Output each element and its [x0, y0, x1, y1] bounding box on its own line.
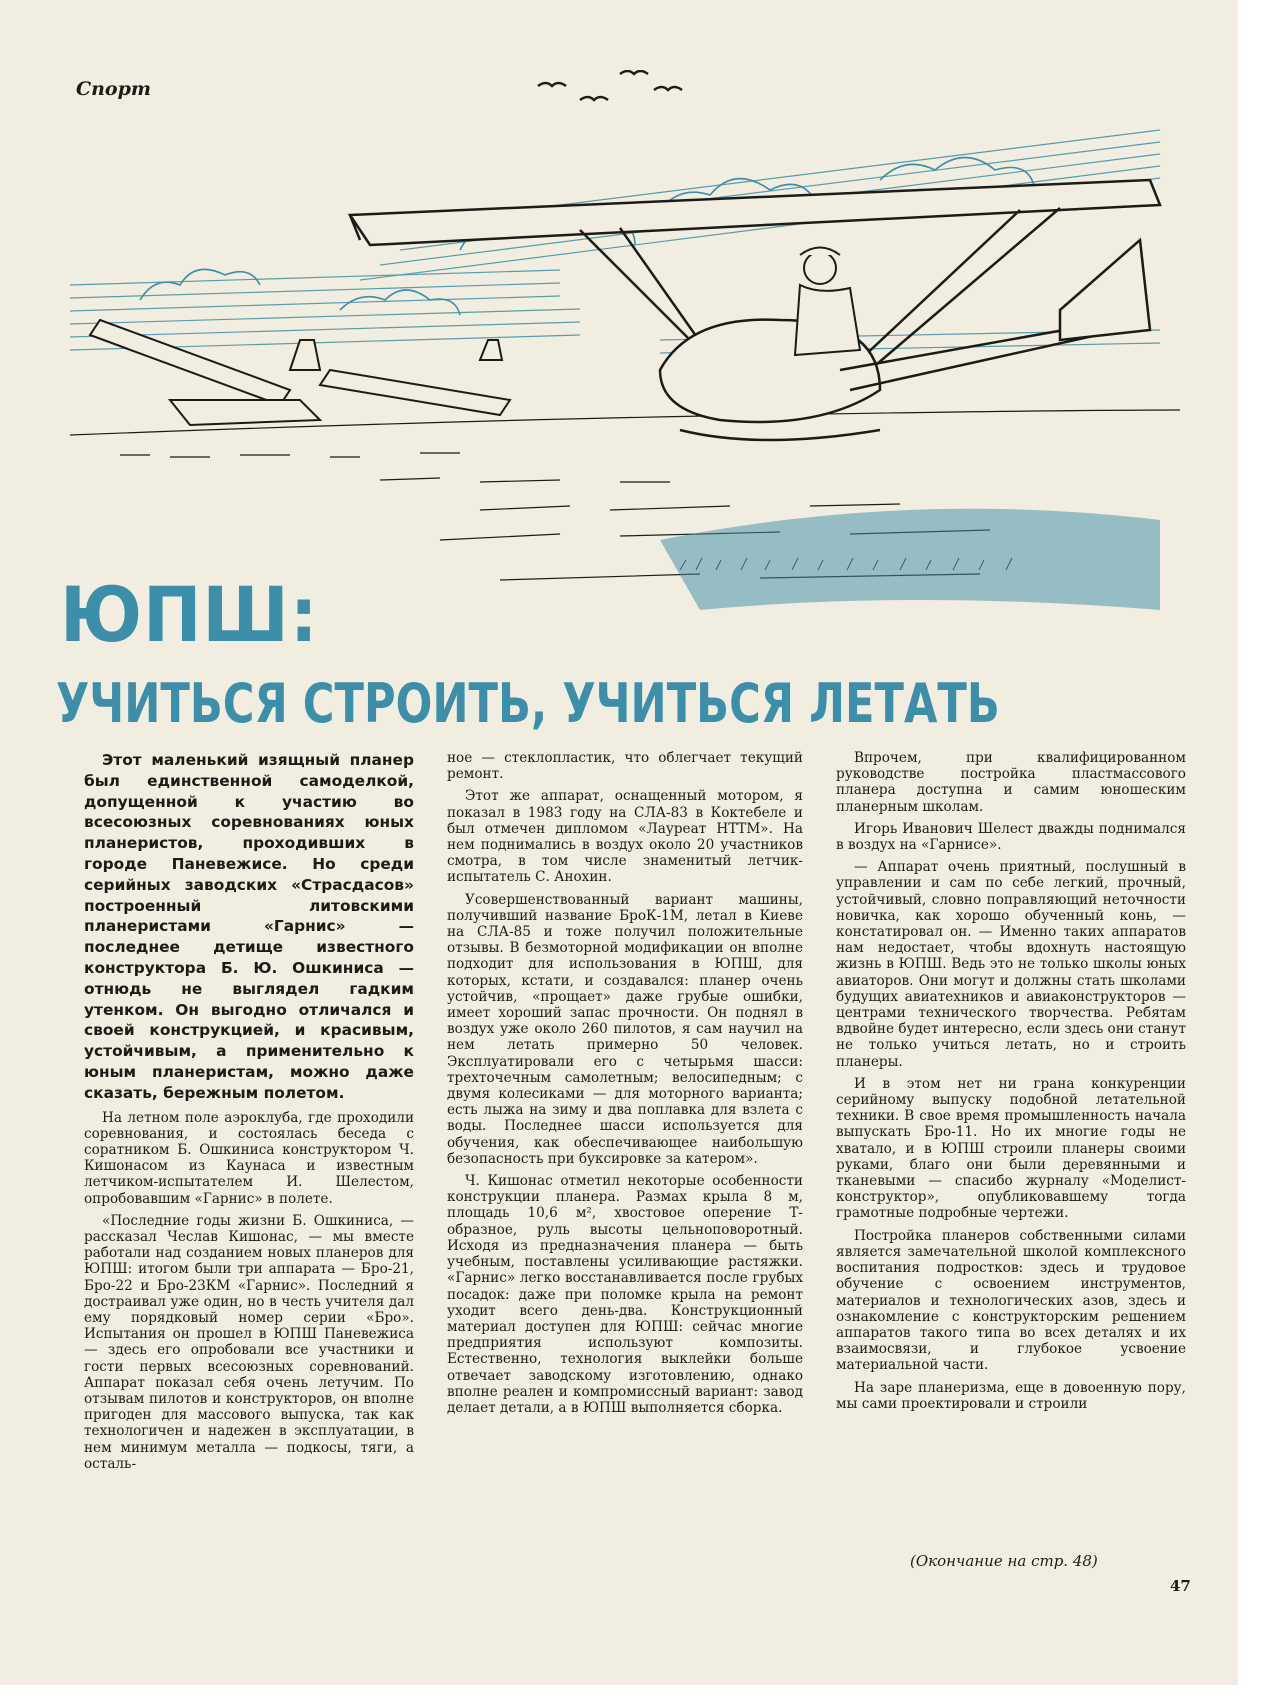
article-column-1: [84, 750, 414, 1478]
paragraph: ное — стеклопластик, что облегчает текущий ремонт.: [447, 750, 803, 783]
subheadline: УЧИТЬСЯ СТРОИТЬ, УЧИТЬСЯ ЛЕТАТЬ: [56, 672, 1000, 735]
section-label: Спорт: [76, 78, 151, 100]
birds: [538, 71, 682, 100]
paragraph: Постройка планеров собственными силами является замечательной школой комплексного воспитания подростков: здесь и трудовое обучение с освоением инструментов, материалов и технологических азов, здесь и ознакомление с конструкторским решением аппаратов такого типа во всех деталях и их взаимосвязи, и глубокое усвоение материальной части.: [836, 1227, 1186, 1374]
scan-margin-bottom: [0, 1685, 1274, 1699]
paragraph: Впрочем, при квалифицированном руководстве постройка пластмассового планера доступна и самим юношеским планерным школам.: [836, 750, 1186, 815]
pilot: [795, 248, 860, 356]
paragraph: — Аппарат очень приятный, послушный в управлении и сам по себе легкий, прочный, устойчивый, словно поправляющий неточности новичка, как хорошо обученный конь, — констатировал он. — Именно таких аппаратов нам недостает, чтобы вдохнуть настоящую жизнь в ЮПШ. Ведь это не только школы юных авиаторов. Они могут и должны стать школами будущих авиатехников и авиаконструкторов — центрами технического творчества. Ребятам вдвойне будет интересно, если здесь они станут не только учиться летать, но и строить планеры.: [836, 859, 1186, 1070]
lead-paragraph: Этот маленький изящный планер был единственной самоделкой, допущенной к участию во всесоюзных соревнованиях юных планеристов, проходивших в городе Паневежисе. Но среди серийных заводских «Страсдасов» построенный литовскими планеристами «Гарнис» — последнее детище известного конструктора Б. Ю. Ошкиниса — отнюдь не выглядел гадким утенком. Он выгодно отличался и своей конструкцией, и красивым, устойчивым, а применительно к юным планеристам, можно даже сказать, бережным полетом.: [84, 751, 414, 1102]
paragraph: Игорь Иванович Шелест дважды поднимался в воздух на «Гарнисе».: [836, 820, 1186, 854]
continued-note: (Окончание на стр. 48): [910, 1552, 1098, 1570]
paragraph: «Последние годы жизни Б. Ошкиниса, — рассказал Чеслав Кишонас, — мы вместе работали над созданием новых планеров для ЮПШ: итогом были три аппарата — Бро-21, Бро-22 и Бро-23КМ «Гарнис». Последний я достраивал уже один, но в честь учителя дал ему порядковый номер серии «Бро». Испытания он прошел в ЮПШ Паневежиса — здесь его опробовали все участники и гости первых всесоюзных соревнований. Аппарат показал себя очень летучим. По отзывам пилотов и конструкторов, он вполне пригоден для массового выпуска, так как технологичен и надежен в эксплуатации, в нем минимум металла — подкосы, тяги, а осталь-: [84, 1212, 414, 1472]
article-column-2: [447, 750, 803, 1422]
glider-illustration: [60, 70, 1196, 630]
paragraph: И в этом нет ни грана конкуренции серийному выпуску подобной летательной техники. В свое время промышленность начала выпускать Бро-11. Но их многие годы не хватало, и в ЮПШ строили планеры своими руками, благо они были деревянными и тканевыми — спасибо журналу «Моделист-конструктор», опубликовавшему тогда грамотные подробные чертежи.: [836, 1075, 1186, 1222]
paragraph: На заре планеризма, еще в довоенную пору, мы сами проектировали и строили: [836, 1379, 1186, 1412]
headline: ЮПШ:: [60, 570, 319, 659]
paragraph: Усовершенствованный вариант машины, получивший название БроК-1М, летал в Киеве на СЛА-85 и тоже получил положительные отзывы. В безмоторной модификации он вполне подходит для использования в ЮПШ, для которых, кстати, и создавался: планер очень устойчив, «прощает» даже грубые ошибки, имеет хороший запас прочности. Он поднял в воздух уже около 260 пилотов, я сам научил на нем летать примерно 50 человек. Эксплуатировали его с четырьмя шасси: трехточечным самолетным; велосипедным; с двумя колесиками — для моторного варианта; есть лыжа на зиму и два поплавка для взлета с воды. Последнее шасси используется для обучения, как обеспечивающее наибольшую безопасность при буксировке за катером».: [447, 891, 803, 1167]
paragraph: Ч. Кишонас отметил некоторые особенности конструкции планера. Размах крыла 8 м, площадь 10,6 м², хвостовое оперение Т-образное, руль высоты цельноповоротный. Исходя из предназначения планера — быть учебным, поставлены усиливающие растяжки. «Гарнис» легко восстанавливается после грубых посадок: даже при поломке крыла на ремонт уходит всего день-два. Конструкционный материал доступен для ЮПШ: сейчас многие предприятия используют композиты. Естественно, технология выклейки больше отвечает заводскому изготовлению, однако вполне реален и компромиссный вариант: завод делает детали, а в ЮПШ выполняется сборка.: [447, 1173, 803, 1416]
page-number: 47: [1170, 1577, 1191, 1595]
background-gliders: [90, 320, 510, 425]
sky-hatching: [70, 130, 1160, 353]
paragraph: Этот же аппарат, оснащенный мотором, я показал в 1983 году на СЛА-83 в Коктебеле и был отмечен дипломом «Лауреат НТТМ». На нем поднимались в воздух около 20 участников смотра, в том числе знаменитый летчик-испытатель С. Анохин.: [447, 788, 803, 886]
paragraph: На летном поле аэроклуба, где проходили соревнования, и состоялась беседа с соратником Б. Ошкиниса конструктором Ч. Кишонасом из Каунаса и известным летчиком-испытателем И. Шелестом, опробовавшим «Гарнис» в полете.: [84, 1109, 414, 1207]
grass-shading: [660, 509, 1160, 610]
article-column-3: [836, 750, 1186, 1418]
scan-margin-right: [1238, 0, 1274, 1699]
